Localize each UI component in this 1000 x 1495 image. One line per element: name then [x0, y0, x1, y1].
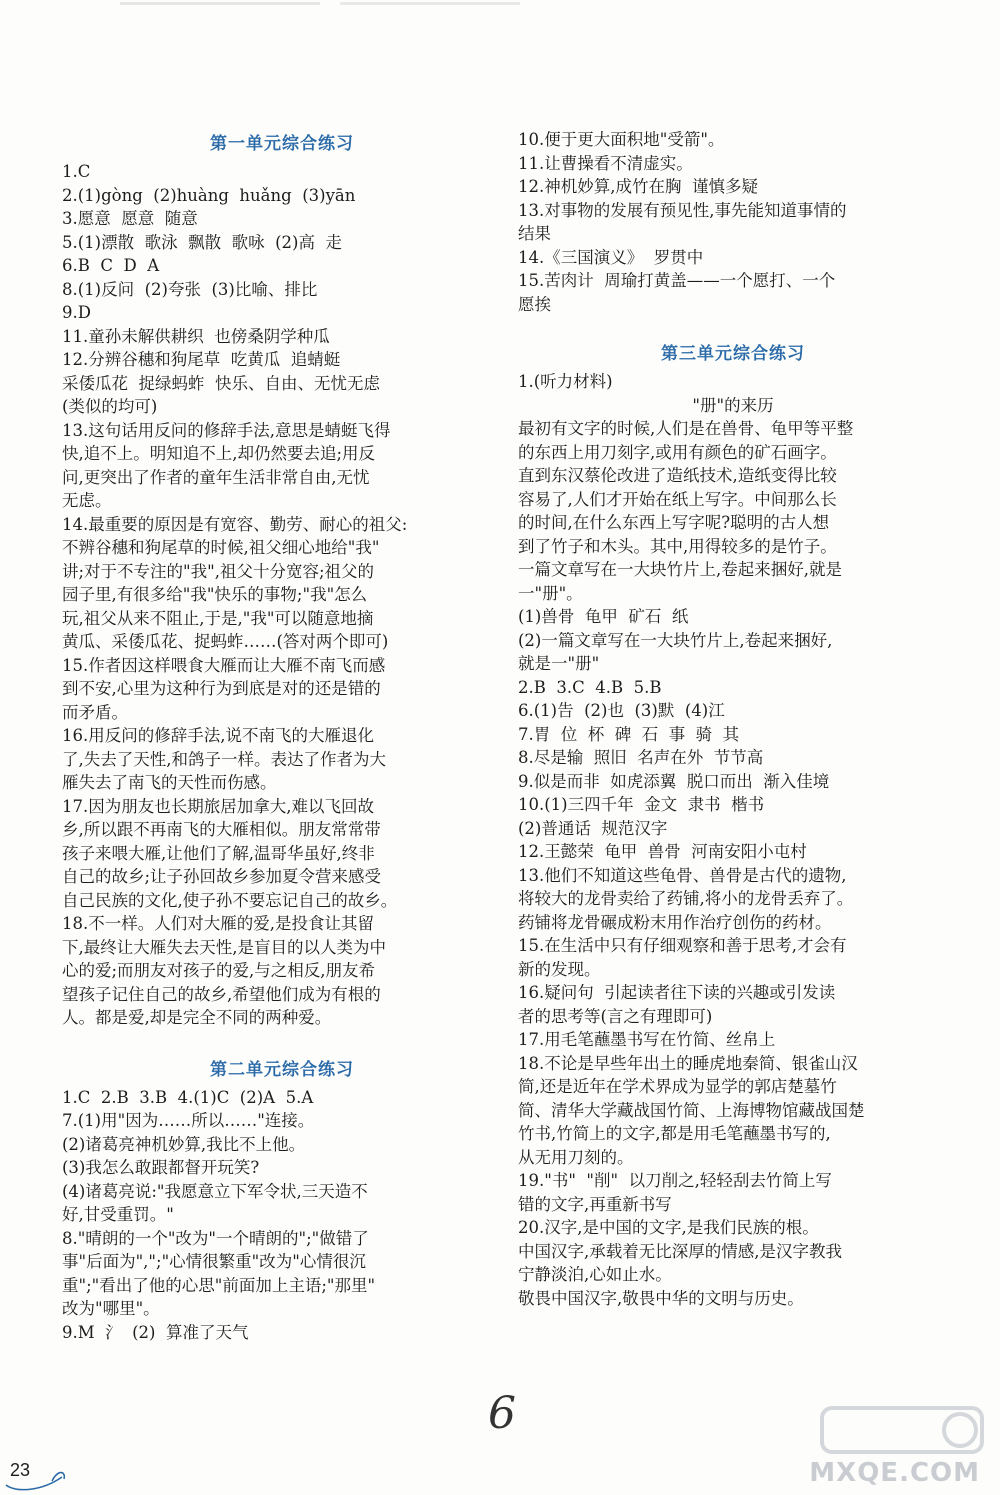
answer-line: 3.愿意 愿意 随意	[62, 209, 198, 228]
answer-line: 问,更突出了作者的童年生活非常自由,无忧	[62, 467, 370, 487]
answer-line: 12.神机妙算,成竹在胸 谨慎多疑	[518, 177, 758, 196]
answer-line: 8.尽是输 照旧 名声在外 节节高	[518, 748, 764, 767]
unit-3-answers	[518, 417, 948, 1310]
answer-line: 16.疑问句 引起读者往下读的兴趣或引发读	[518, 983, 836, 1002]
answer-line: 容易了,人们才开始在纸上写字。中间那么长	[518, 489, 837, 509]
answer-line: 8."晴朗的一个"改为"一个晴朗的";"做错了	[62, 1228, 369, 1248]
handwritten-mark: 6	[488, 1388, 516, 1439]
answer-line: 药铺将龙骨碾成粉末用作治疗创伤的药材。	[518, 912, 832, 932]
answer-line: 望孩子记住自己的故乡,希望他们成为有根的	[62, 984, 381, 1004]
answer-line: 人。都是爱,却是完全不同的两种爱。	[62, 1008, 332, 1027]
answer-line: 10.(1)三四千年 金文 隶书 楷书	[518, 795, 765, 814]
answer-line: 者的思考等(言之有理即可)	[518, 1006, 713, 1026]
answer-line: 无虑。	[62, 491, 112, 510]
answer-line: 1.(听力材料)	[518, 372, 613, 391]
answer-line: 到不安,心里为这种行为到底是对的还是错的	[62, 679, 381, 698]
answer-line: 13.他们不知道这些龟骨、兽骨是古代的遗物,	[518, 865, 847, 885]
answer-line: 愿挨	[518, 294, 551, 314]
answer-line: (1)兽骨 龟甲 矿石 纸	[518, 607, 689, 626]
watermark-icon	[812, 1400, 992, 1460]
answer-line: 1.C 2.B 3.B 4.(1)C (2)A 5.A	[62, 1087, 314, 1107]
answer-line: 14.《三国演义》 罗贯中	[518, 247, 704, 267]
answer-line: 7.胃 位 杯 碑 石 事 骑 其	[518, 724, 740, 744]
answer-line: 16.用反问的修辞手法,说不南飞的大雁退化	[62, 726, 374, 745]
answer-line: 最初有文字的时候,人们是在兽骨、龟甲等平整	[518, 419, 854, 438]
answer-line: 5.(1)漂散 歌泳 飘散 歌咏 (2)高 走	[62, 232, 342, 252]
unit-3-listening-label	[518, 370, 948, 394]
answer-line: 讲;对于不专注的"我",祖父十分宽容;祖父的	[62, 561, 375, 581]
answer-line: 15.作者因这样喂食大雁而让大雁不南飞而感	[62, 655, 386, 675]
answer-line: 17.因为朋友也长期旅居加拿大,难以飞回故	[62, 796, 374, 816]
answer-line: 13.对事物的发展有预见性,事先能知道事情的	[518, 200, 847, 220]
answer-line: 的东西上用刀刻字,或用有颜色的矿石画字。	[518, 442, 837, 462]
answer-line: 1.C	[62, 162, 91, 181]
answer-line: 新的发现。	[518, 959, 601, 979]
answer-line: 心的爱;而朋友对孩子的爱,与之相反,朋友希	[62, 961, 376, 980]
answer-line: 9.D	[62, 303, 91, 322]
answer-line: 17.用毛笔蘸墨书写在竹简、丝帛上	[518, 1030, 776, 1049]
answer-line: 快,追不上。明知追不上,却仍然要去追;用反	[62, 444, 376, 463]
answer-line: 好,甘受重罚。"	[62, 1205, 174, 1224]
answer-line: 简,还是近年在学术界成为显学的郭店楚墓竹	[518, 1077, 837, 1096]
watermark-text: MXQE.COM	[809, 1458, 980, 1488]
answer-line: 采倭瓜花 捉绿蚂蚱 快乐、自由、无忧无虑	[62, 373, 380, 393]
watermark-logo	[809, 1400, 992, 1490]
answer-line: 玩,祖父从来不阻止,于是,"我"可以随意地摘	[62, 608, 374, 628]
unit-2-answers-continued	[518, 128, 948, 316]
answer-line: 事"后面为",";"心情很繁重"改为"心情很沉	[62, 1252, 366, 1271]
answer-line: 敬畏中国汉字,敬畏中华的文明与历史。	[518, 1288, 804, 1308]
answer-line: 20.汉字,是中国的文字,是我们民族的根。	[518, 1218, 819, 1237]
page-number: 23	[10, 1460, 31, 1480]
answer-line: 2.(1)gòng (2)huàng huǎng (3)yān	[62, 185, 356, 205]
section-title-unit-2: 第二单元综合练习	[210, 1059, 354, 1080]
answer-line: 6.(1)告 (2)也 (3)默 (4)江	[518, 701, 725, 720]
answer-line: (类似的均可)	[62, 397, 158, 416]
answer-line: 竹书,竹简上的文字,都是用毛笔蘸墨书写的,	[518, 1124, 831, 1143]
answer-line: 宁静淡泊,心如止水。	[518, 1265, 672, 1284]
answer-line: 将较大的龙骨卖给了药铺,将小的龙骨丢弃了。	[518, 889, 854, 908]
answer-line: 雁失去了南飞的天性而伤感。	[62, 773, 277, 792]
answer-line: 自己的故乡;让子孙回故乡参加夏令营来感受	[62, 867, 382, 886]
answer-line: (2)普通话 规范汉字	[518, 818, 668, 838]
answer-line: (2)一篇文章写在一大块竹片上,卷起来捆好,	[518, 630, 833, 650]
answer-line: (3)我怎么敢跟都督开玩笑?	[62, 1158, 260, 1177]
answer-line: 19."书" "削" 以刀削之,轻轻刮去竹简上写	[518, 1171, 832, 1190]
answer-line: 8.(1)反问 (2)夸张 (3)比喻、排比	[62, 279, 318, 299]
answer-line: 了,失去了天性,和鸽子一样。表达了作者为大	[62, 749, 386, 769]
right-column	[518, 128, 948, 1310]
answer-line: 改为"哪里"。	[62, 1299, 160, 1318]
answer-line: 18.不论是早些年出土的睡虎地秦简、银雀山汉	[518, 1053, 858, 1073]
answer-line: 园子里,有很多给"我"快乐的事物;"我"怎么	[62, 585, 368, 604]
answer-line: 从无用刀刻的。	[518, 1147, 634, 1167]
answer-line: 乡,所以跟不再南飞的大雁相似。朋友常常带	[62, 820, 381, 839]
answer-line: 9.似是而非 如虎添翼 脱口而出 渐入佳境	[518, 771, 830, 791]
answer-line: 到了竹子和木头。其中,用得较多的是竹子。	[518, 536, 837, 556]
passage-title: "册"的来历	[692, 395, 774, 415]
answer-line: 错的文字,再重新书写	[518, 1194, 672, 1214]
answer-line: 13.这句话用反问的修辞手法,意思是蜻蜓飞得	[62, 420, 391, 440]
answer-line: 12.分辨谷穗和狗尾草 吃黄瓜 追蜻蜓	[62, 350, 341, 369]
answer-line: 9.M 氵 (2) 算准了天气	[62, 1322, 249, 1342]
answer-line: 直到东汉蔡伦改进了造纸技术,造纸变得比较	[518, 466, 837, 485]
top-scan-strip	[0, 0, 1000, 8]
answer-line: (2)诸葛亮神机妙算,我比不上他。	[62, 1134, 306, 1154]
answer-line: 就是一"册"	[518, 654, 600, 673]
answer-line: 重";"看出了他的心思"前面加上主语;"那里"	[62, 1275, 376, 1295]
answer-line: 15.苦肉计 周瑜打黄盖——一个愿打、一个	[518, 271, 836, 290]
answer-line: 12.王懿荣 龟甲 兽骨 河南安阳小屯村	[518, 842, 807, 861]
answer-line: 不辨谷穗和狗尾草的时候,祖父细心地给"我"	[62, 538, 380, 557]
answer-line: 6.B C D A	[62, 256, 160, 275]
answer-line: 14.最重要的原因是有宽容、勤劳、耐心的祖父:	[62, 514, 408, 534]
answer-line: 孩子来喂大雁,让他们了解,温哥华虽好,终非	[62, 843, 375, 863]
answer-line: 18.不一样。人们对大雁的爱,是投食让其留	[62, 914, 374, 933]
answer-line: 的时间,在什么东西上写字呢?聪明的古人想	[518, 513, 830, 532]
answer-line: 简、清华大学藏战国竹简、上海博物馆藏战国楚	[518, 1100, 865, 1120]
answer-line: 11.童孙未解供耕织 也傍桑阴学种瓜	[62, 326, 330, 346]
answer-line: 自己民族的文化,使子孙不要忘记自己的故乡。	[62, 890, 398, 910]
answer-line: 一"册"。	[518, 583, 583, 603]
section-title-unit-1: 第一单元综合练习	[210, 134, 354, 154]
answer-line: 15.在生活中只有仔细观察和善于思考,才会有	[518, 936, 847, 955]
answer-line: 一篇文章写在一大块竹片上,卷起来捆好,就是	[518, 560, 842, 579]
answer-line: 而矛盾。	[62, 702, 128, 722]
section-title-unit-3: 第三单元综合练习	[661, 344, 805, 364]
answer-line: 7.(1)用"因为……所以……"连接。	[62, 1111, 315, 1130]
answer-line: 10.便于更大面积地"受箭"。	[518, 130, 725, 149]
answer-line: 下,最终让大雁失去天性,是盲目的以人类为中	[62, 937, 386, 957]
unit-2-answers	[62, 1086, 502, 1345]
unit-1-answers	[62, 160, 502, 1030]
answer-line: 11.让曹操看不清虚实。	[518, 153, 693, 173]
answer-line: 2.B 3.C 4.B 5.B	[518, 677, 662, 697]
answer-line: 结果	[518, 224, 551, 243]
answer-line: 黄瓜、采倭瓜花、捉蚂蚱……(答对两个即可)	[62, 632, 389, 651]
answer-line: (4)诸葛亮说:"我愿意立下军令状,三天造不	[62, 1181, 368, 1201]
answer-line: 中国汉字,承载着无比深厚的情感,是汉字教我	[518, 1241, 842, 1261]
left-column	[62, 128, 502, 1344]
